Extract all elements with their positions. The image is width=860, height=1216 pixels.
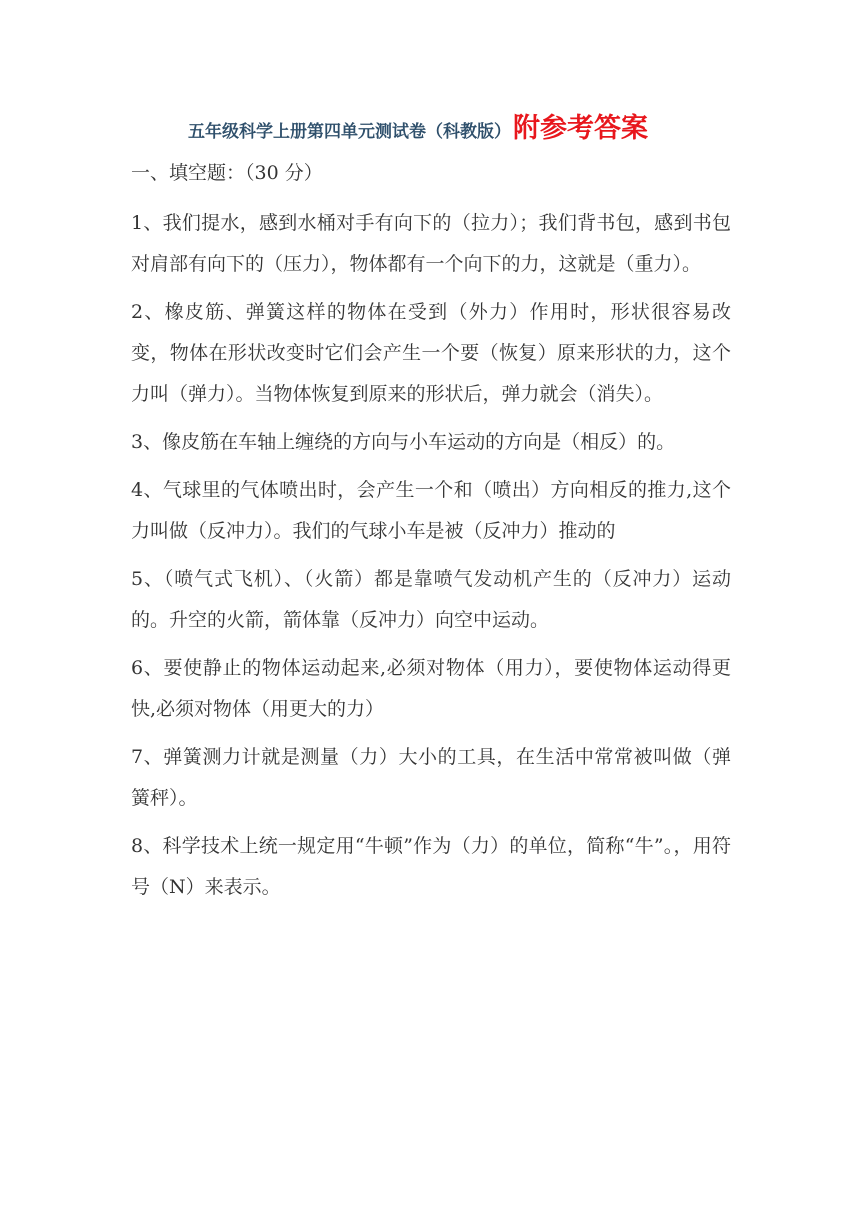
question-item: 8、科学技术上统一规定用“牛顿”作为（力）的单位，简称“牛”。，用符号（N）来表示。 xyxy=(131,835,731,898)
title-answer-key-text: 附参考答案 xyxy=(513,113,648,144)
question-item: 7、弹簧测力计就是测量（力）大小的工具，在生活中常常被叫做（弹簧秤）。 xyxy=(131,746,731,809)
title-main-text: 五年级科学上册第四单元测试卷（科教版） xyxy=(188,122,511,142)
question-item: 5、（喷气式飞机）、（火箭）都是靠喷气发动机产生的（反冲力）运动的。升空的火箭，箭体靠（反冲力）向空中运动。 xyxy=(131,568,731,631)
document-title xyxy=(188,106,788,150)
question-item: 2、橡皮筋、弹簧这样的物体在受到（外力）作用时，形状很容易改变，物体在形状改变时它们会产生一个要（恢复）原来形状的力，这个力叫（弹力）。当物体恢复到原来的形状后，弹力就会（消失）。 xyxy=(131,301,731,405)
question-item: 4、气球里的气体喷出时，会产生一个和（喷出）方向相反的推力,这个力叫做（反冲力）。我们的气球小车是被（反冲力）推动的 xyxy=(131,479,731,542)
question-item: 3、像皮筋在车轴上缠绕的方向与小车运动的方向是（相反）的。 xyxy=(131,431,676,453)
section-heading: 一、填空题：（30 分） xyxy=(131,162,323,184)
question-list xyxy=(131,203,731,915)
question-item: 6、要使静止的物体运动起来,必须对物体（用力），要使物体运动得更快,必须对物体（用更大的力） xyxy=(131,657,731,720)
question-item: 1、我们提水，感到水桶对手有向下的（拉力）；我们背书包，感到书包对肩部有向下的（压力），物体都有一个向下的力，这就是（重力）。 xyxy=(131,212,731,275)
